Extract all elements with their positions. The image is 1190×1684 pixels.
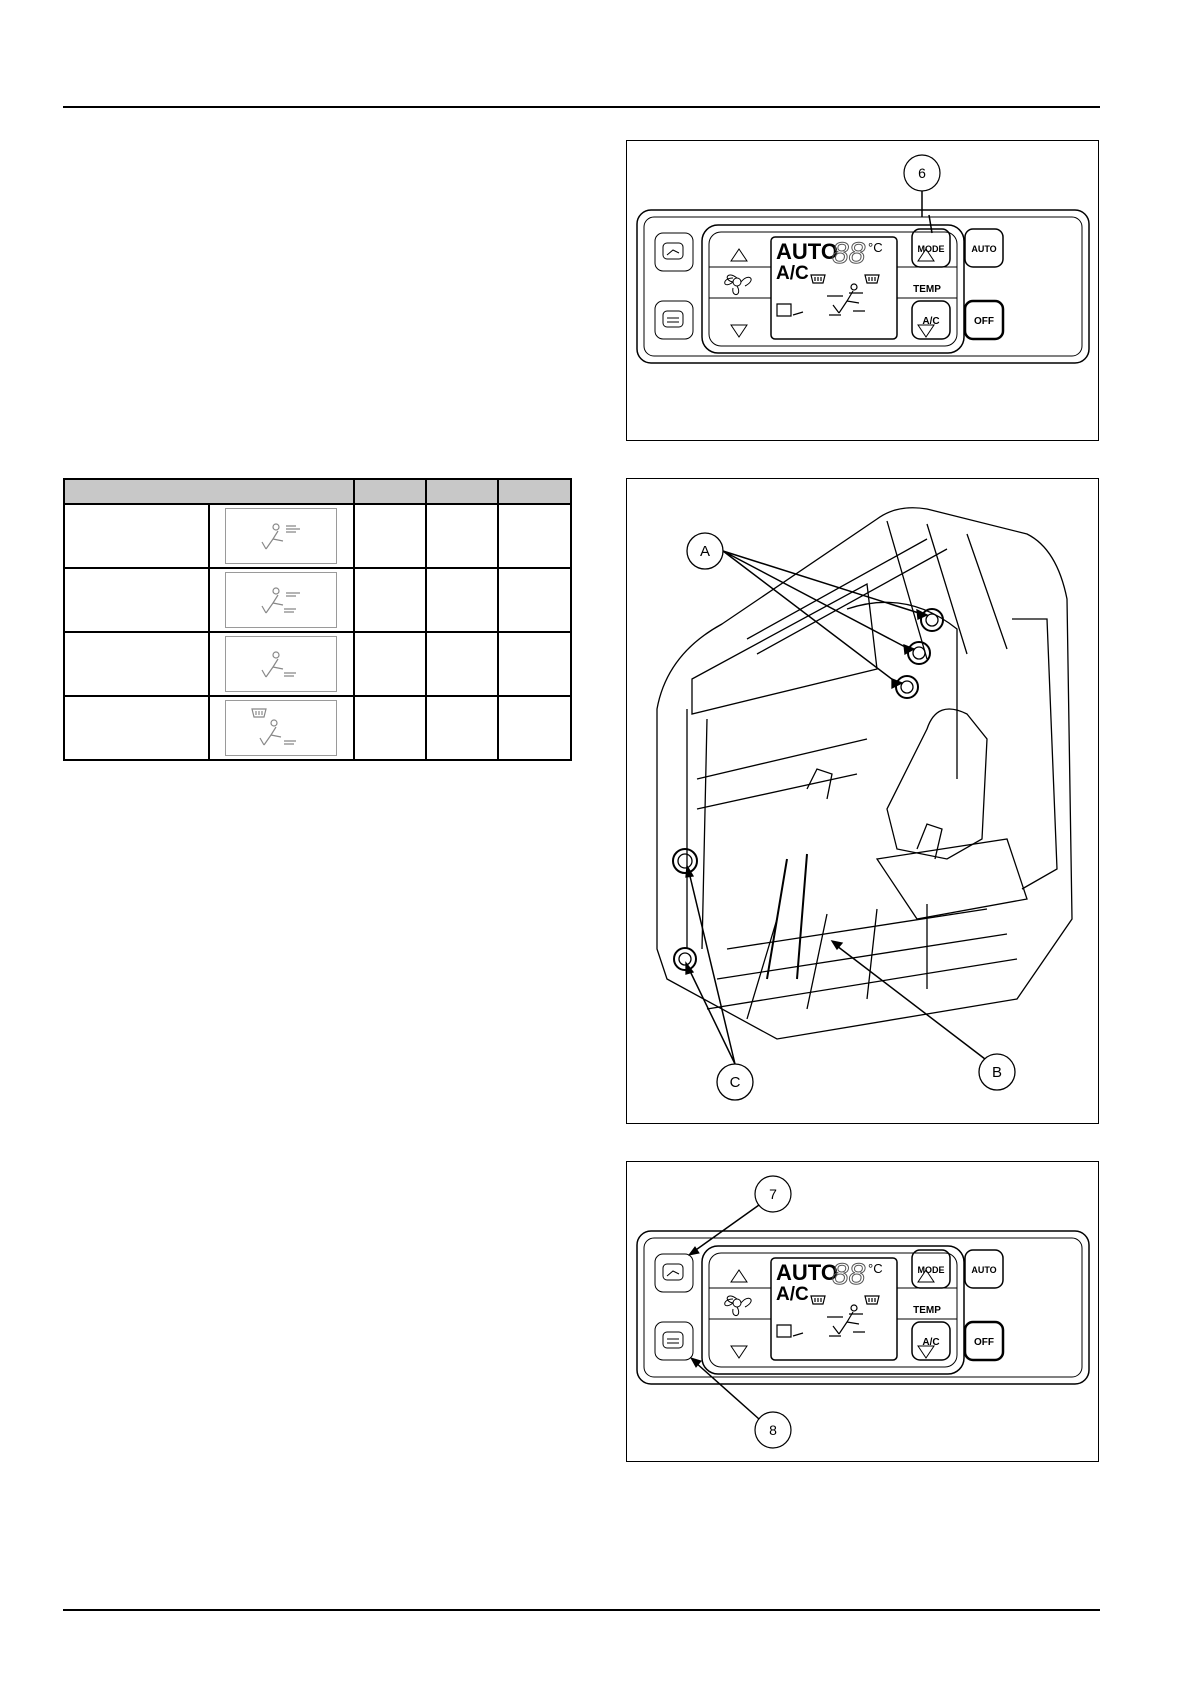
- recirculation-button[interactable]: [655, 1254, 693, 1292]
- table-cell: [426, 696, 497, 760]
- auto-button-label: AUTO: [971, 1265, 997, 1275]
- foot-vent-upper: [673, 849, 697, 873]
- off-button-label: OFF: [974, 1337, 994, 1348]
- defrost-foot-vent-icon: [225, 700, 337, 756]
- auto-indicator: AUTO: [776, 239, 838, 264]
- roof-vent-1: [921, 609, 943, 631]
- face-foot-vent-icon: [225, 572, 337, 628]
- climate-control-panel-illustration: [627, 141, 1099, 441]
- table-cell: [64, 696, 209, 760]
- mode-button-label: MODE: [917, 1265, 945, 1275]
- table-cell: [426, 504, 497, 568]
- fan-up-arrow-icon[interactable]: [731, 1270, 747, 1282]
- fan-up-arrow-icon[interactable]: [731, 249, 747, 261]
- fan-down-arrow-icon[interactable]: [731, 325, 747, 337]
- table-cell: [354, 632, 426, 696]
- table-header-row: [64, 479, 571, 504]
- temp-unit: °C: [868, 1261, 883, 1276]
- callout-label: C: [729, 1074, 741, 1091]
- temperature-display: 88: [832, 1258, 866, 1291]
- table-row: [64, 632, 571, 696]
- table-header-cell: [64, 479, 354, 504]
- auto-indicator: AUTO: [776, 1260, 838, 1285]
- fan-down-arrow-icon[interactable]: [731, 1346, 747, 1358]
- footer-rule: [63, 1609, 1100, 1611]
- callout-label: 8: [769, 1422, 777, 1438]
- temp-label: TEMP: [913, 284, 941, 295]
- table-cell: [354, 504, 426, 568]
- table-cell: [498, 696, 571, 760]
- table-cell: [498, 568, 571, 632]
- table-cell: [354, 568, 426, 632]
- temp-unit: °C: [868, 240, 883, 255]
- mode-button-label: MODE: [917, 244, 945, 254]
- table-row: [64, 568, 571, 632]
- table-header-cell: [498, 479, 571, 504]
- ventilation-mode-table: [63, 478, 572, 761]
- auto-button-label: AUTO: [971, 244, 997, 254]
- table-cell: [426, 632, 497, 696]
- face-vent-icon: [225, 508, 337, 564]
- table-cell: [426, 568, 497, 632]
- table-cell: [498, 504, 571, 568]
- ac-button-label: A/C: [922, 316, 940, 327]
- travel-levers: [767, 854, 807, 979]
- table-header-cell: [426, 479, 497, 504]
- fresh-air-button[interactable]: [655, 301, 693, 339]
- ac-indicator: A/C: [776, 1284, 809, 1305]
- ac-button-label: A/C: [922, 1337, 940, 1348]
- fresh-air-button[interactable]: [655, 1322, 693, 1360]
- temp-label: TEMP: [913, 1305, 941, 1316]
- operator-seat: [887, 709, 987, 859]
- operator-cab-illustration: [627, 479, 1099, 1124]
- table-cell: [64, 632, 209, 696]
- roof-vent-2: [908, 642, 930, 664]
- table-cell: [354, 696, 426, 760]
- off-button-label: OFF: [974, 316, 994, 327]
- climate-control-panel-figure-intake: [626, 1161, 1099, 1462]
- temperature-display: 88: [832, 237, 866, 270]
- table-row: [64, 504, 571, 568]
- callout-label: 6: [918, 165, 926, 181]
- operator-cab-figure: [626, 478, 1099, 1124]
- table-cell: [64, 568, 209, 632]
- climate-control-panel-figure: [626, 140, 1099, 441]
- table-cell: [498, 632, 571, 696]
- header-rule: [63, 106, 1100, 108]
- table-header-cell: [354, 479, 426, 504]
- callout-label: B: [991, 1064, 1003, 1081]
- foot-vent-icon: [225, 636, 337, 692]
- climate-control-panel-illustration: [627, 1162, 1099, 1462]
- ac-indicator: A/C: [776, 263, 809, 284]
- callout-label: A: [699, 543, 711, 560]
- recirculation-button[interactable]: [655, 233, 693, 271]
- table-row: [64, 696, 571, 760]
- roof-vent-3: [896, 676, 918, 698]
- table-cell: [64, 504, 209, 568]
- callout-label: 7: [769, 1186, 777, 1202]
- foot-vent-lower: [674, 948, 696, 970]
